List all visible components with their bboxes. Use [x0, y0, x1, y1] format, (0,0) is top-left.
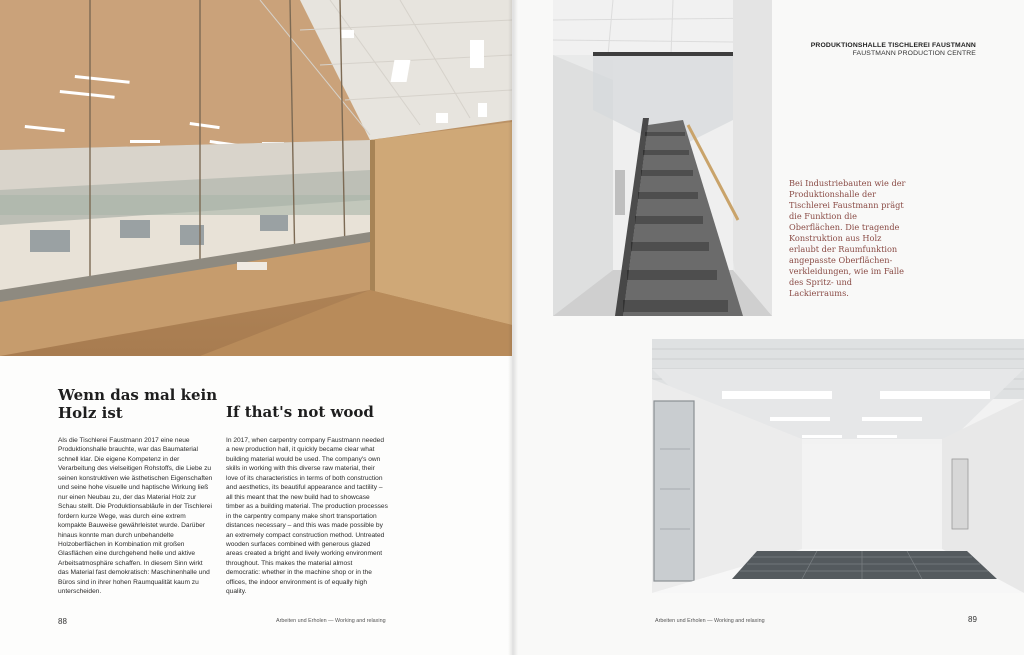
- running-footer-right: Arbeiten und Erholen — Working and relaxing: [655, 618, 765, 624]
- project-subtitle: FAUSTMANN PRODUCTION CENTRE: [852, 50, 976, 57]
- page-number-left: 88: [58, 617, 67, 626]
- project-title: PRODUKTIONSHALLE TISCHLEREI FAUSTMANN: [810, 42, 976, 49]
- body-text-german: Als die Tischlerei Faustmann 2017 eine neue Produktionshalle brauchte, war das Baumaterial schnell klar. Die eigene Kompetenz in der Verarbeitung des vielseitigen Rohstoffs, die Liebe zu seinen konstruktiven wie ästhetischen Eigenschaften und seine hohe visuelle und haptische Wirkung ließ nur einen Neubau zu, der das Material Holz zur Schau stellt. Die Produktionsabläufe in der Tischlerei fordern kurze Wege, was durch eine extrem kompakte Bauweise gewährleistet wurde. Darüber hinaus konnte man durch unbehandelte Holzoberflächen in Kombination mit großen Glasflächen eine durchgehend helle und aktive Arbeitsatmosphäre schaffen. In diesem Sinn wirkt das Material fast demokratisch: Maschinenhalle und Büros sind in ihrer hohen Raumqualität kaum zu unterscheiden.: [58, 437, 213, 596]
- photo-staircase: [553, 0, 772, 316]
- photo-spray-painting-room: [652, 339, 1024, 593]
- heading-german: Wenn das mal kein Holz ist: [58, 386, 218, 422]
- page-number-right: 89: [968, 615, 977, 624]
- running-footer-left: Arbeiten und Erholen — Working and relaxing: [276, 618, 386, 624]
- image-caption: Bei Industriebauten wie der Produktionshalle der Tischlerei Faustmann prägt die Funktion die Oberflächen. Die tragende Konstruktion aus Holz erlaubt der Raumfunktion angepasste Oberflächen-verkleidungen, wie im Falle des Spritz- und Lackierraums.: [789, 178, 906, 298]
- heading-english: If that's not wood: [226, 403, 374, 421]
- body-text-english: In 2017, when carpentry company Faustmann needed a new production hall, it quickly became clear what building material would be used. The company's own skills in working with this diverse raw material, their love of its characteristics in terms of both construction and aesthetics, its beautiful appearance and tactility – all this meant that the new build had to showcase timber as a building material. The production processes in the carpentry company make short transportation distances necessary – and this was made possible by an extremely compact construction method. Untreated wooden surfaces combined with generous glazed areas created a bright and lively working environment throughout. This makes the material almost democratic: whether in the machine shop or in the offices, the indoor environment is of equally high quality.: [226, 437, 388, 596]
- book-gutter: [508, 0, 518, 655]
- photo-wooden-production-hall: [0, 0, 512, 356]
